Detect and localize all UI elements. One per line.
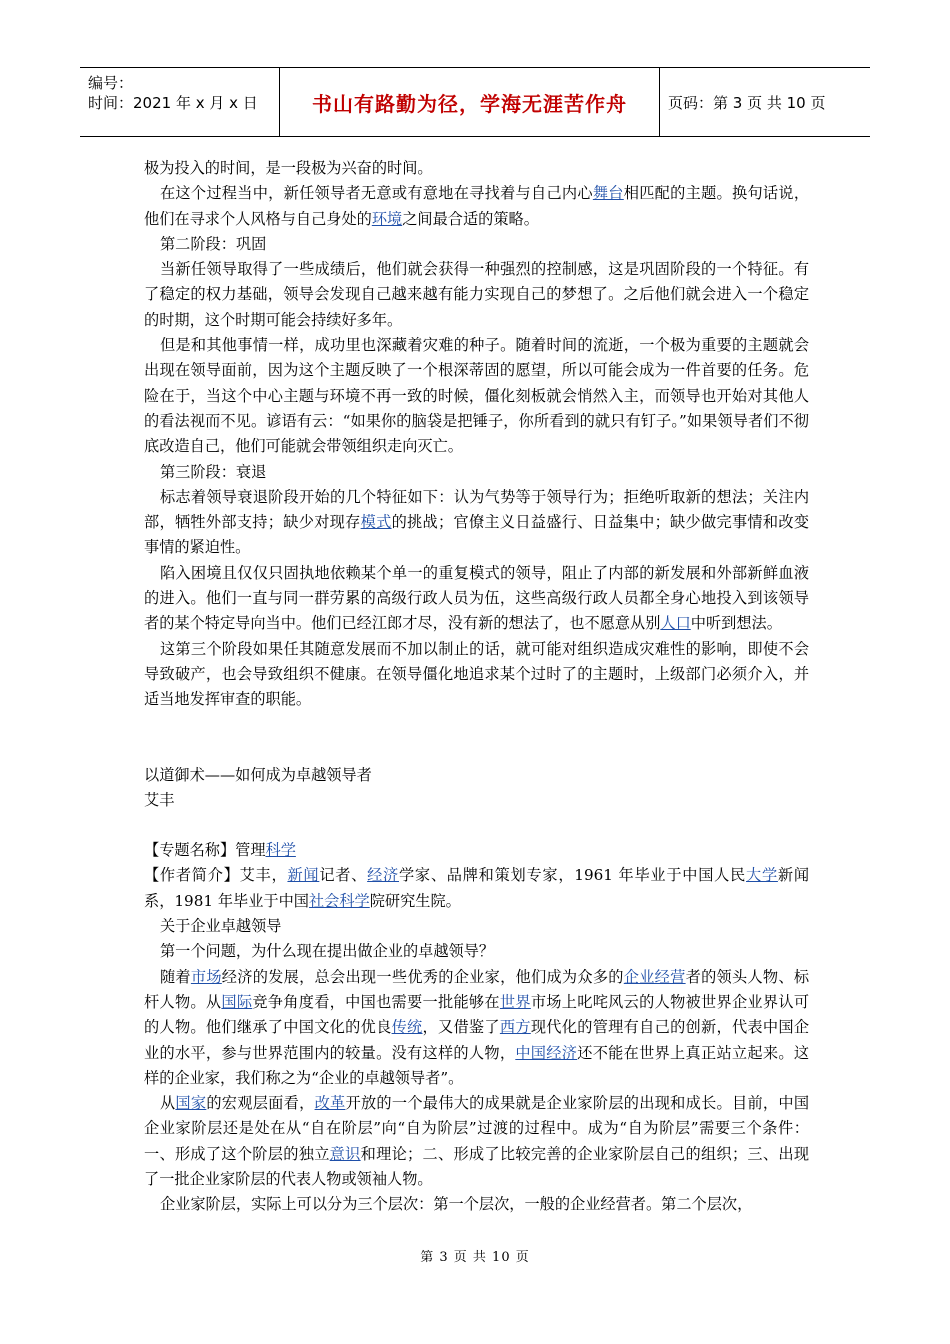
link-social-science[interactable]: 社会科学: [308, 891, 370, 910]
link-model[interactable]: 模式: [360, 513, 392, 532]
link-science[interactable]: 科学: [265, 841, 296, 860]
link-china-economy[interactable]: 中国经济: [515, 1043, 578, 1062]
paragraph: 这第三个阶段如果任其随意发展而不加以制止的话，就可能对组织造成灾难性的影响，即使不会导致破产，也会导致组织不健康。在领导僵化地追求某个过时了的主题时，上级部门必须介入，并适当地发挥审查的职能。: [144, 639, 809, 709]
link-reform[interactable]: 改革: [314, 1094, 346, 1113]
page-header: [80, 67, 870, 137]
paragraph: 在这个过程当中，新任领导者无意或有意地在寻找着与自己内心舞台相匹配的主题。换句话说，他们在寻求个人风格与自己身处的环境之间最合适的策略。: [144, 184, 810, 228]
paragraph: 当新任领导取得了一些成绩后，他们就会获得一种强烈的控制感，这是巩固阶段的一个特征。有了稳定的权力基础，领导会发现自己越来越有能力实现自己的梦想了。之后他们就会进入一个稳定的时期，这个时期可能会持续好多年。: [144, 260, 809, 329]
doc-time-label: 时间：2021 年 x 月 x 日: [88, 94, 258, 112]
link-business-operation[interactable]: 企业经营: [623, 967, 686, 986]
link-market[interactable]: 市场: [190, 967, 222, 986]
header-meta: [80, 68, 280, 136]
link-world[interactable]: 世界: [499, 992, 531, 1011]
link-country[interactable]: 国家: [175, 1094, 207, 1113]
article-author: 艾丰: [144, 790, 175, 809]
link-environment[interactable]: 环境: [371, 209, 403, 228]
header-motto: 书山有路勤为径，学海无涯苦作舟: [280, 68, 660, 136]
paragraph: 陷入困境且仅仅只固执地依赖某个单一的重复模式的领导，阻止了内部的新发展和外部新鲜血液的进入。他们一直与同一群劳累的高级行政人员为伍，这些高级行政人员都全身心地投入到该领导者的某个特定导向当中。他们已经江郎才尽，没有新的想法了，也不愿意从别人口中听到想法。: [144, 563, 809, 633]
paragraph: 极为投入的时间，是一段极为兴奋的时间。: [144, 159, 433, 177]
section-heading: 第二阶段：巩固: [159, 234, 267, 253]
page-footer: 第 3 页 共 10 页: [420, 1250, 530, 1265]
header-page-info: 页码：第 3 页 共 10 页: [668, 93, 826, 112]
article-title: 以道御术——如何成为卓越领导者: [144, 765, 372, 784]
link-west[interactable]: 西方: [499, 1018, 531, 1037]
link-tradition[interactable]: 传统: [391, 1018, 423, 1037]
doc-number-label: 编号：: [88, 74, 134, 92]
topic-line: 【专题名称】管理科学: [144, 841, 296, 860]
link-stage[interactable]: 舞台: [592, 184, 624, 203]
paragraph: 但是和其他事情一样，成功里也深藏着灾难的种子。随着时间的流逝，一个极为重要的主题就会出现在领导面前，因为这个主题反映了一个根深蒂固的愿望，所以可能会成为一件首要的任务。危险在于，当这个中心主题与环境不再一致的时候，僵化刻板就会悄然入主，而领导也开始对其他人的看法视而不见。谚语有云：“如果你的脑袋是把锤子，你所看到的就只有钉子。”如果领导者们不彻底改造自己，他们可能就会带领组织走向灭亡。: [144, 336, 809, 456]
author-intro: 【作者简介】艾丰，新闻记者、经济学家、品牌和策划专家，1961 年毕业于中国人民大学新闻系，1981 年毕业于中国社会科学院研究生院。: [144, 866, 810, 910]
paragraph: 标志着领导衰退阶段开始的几个特征如下：认为气势等于领导行为；拒绝听取新的想法；关注内部，牺牲外部支持；缺少对现存模式的挑战；官僚主义日益盛行、日益集中；缺少做完事情和改变事情的紧迫性。: [144, 487, 810, 557]
link-economy[interactable]: 经济: [367, 866, 399, 885]
paragraph: 从国家的宏观层面看，改革开放的一个最伟大的成果就是企业家阶层的出现和成长。目前，中国企业家阶层还是处在从“自在阶层”向“自为阶层”过渡的过程中。成为“自为阶层”需要三个条件：一、形成了这个阶层的独立意识和理论；二、形成了比较完善的企业家阶层自己的组织；三、出现了一批企业家阶层的代表人物或领袖人物。: [144, 1094, 810, 1188]
link-consciousness[interactable]: 意识: [329, 1144, 361, 1163]
section-heading: 关于企业卓越领导: [159, 917, 282, 936]
link-news[interactable]: 新闻: [287, 866, 320, 885]
paragraph: 企业家阶层，实际上可以分为三个层次：第一个层次，一般的企业经营者。第二个层次，: [159, 1195, 753, 1214]
link-international[interactable]: 国际: [221, 992, 253, 1011]
link-population[interactable]: 人口: [660, 614, 691, 633]
link-university[interactable]: 大学: [746, 866, 778, 885]
question: 第一个问题，为什么现在提出做企业的卓越领导？: [159, 942, 495, 961]
section-heading: 第三阶段：衰退: [159, 462, 267, 481]
paragraph: 随着市场经济的发展，总会出现一些优秀的企业家，他们成为众多的企业经营者的领头人物、标杆人物。从国际竞争角度看，中国也需要一批能够在世界市场上叱咤风云的人物被世界企业界认可的人物。他们继承了中国文化的优良传统，又借鉴了西方现代化的管理有自己的创新，代表中国企业的水平，参与世界范围内的较量。没有这样的人物，中国经济还不能在世界上真正站立起来。这样的企业家，我们称之为“企业的卓越领导者”。: [144, 967, 810, 1087]
document-body: [144, 156, 809, 1218]
